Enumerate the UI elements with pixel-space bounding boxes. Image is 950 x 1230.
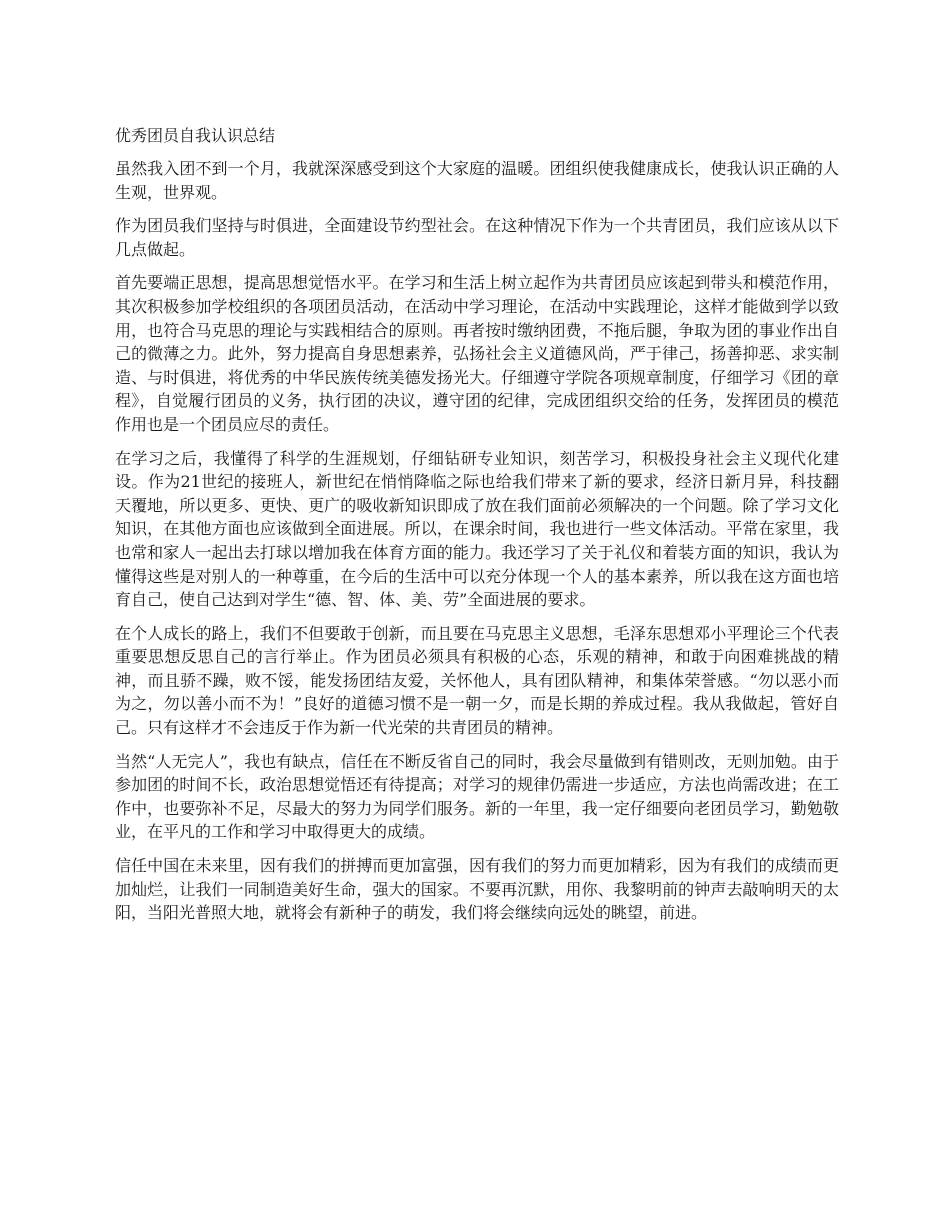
paragraph-6: 当然“人无完人”，我也有缺点，信任在不断反省自己的同时，我会尽量做到有错则改，无则加勉。由于参加团的时间不长，政治思想觉悟还有待提高；对学习的规律仍需进一步适应，方法也尚需改进；在工作中，也要弥补不足，尽最大的努力为同学们服务。新的一年里，我一定仔细要向老团员学习，勤勉敬业，在平凡的工作和学习中取得更大的成绩。 xyxy=(115,751,839,842)
paragraph-4: 在学习之后，我懂得了科学的生涯规划，仔细钻研专业知识，刻苦学习，积极投身社会主义现代化建设。作为21世纪的接班人，新世纪在悄悄降临之际也给我们带来了新的要求，经济日新月异，科技翻天覆地，所以更多、更快、更广的吸收新知识即成了放在我们面前必须解决的一个问题。除了学习文化知识，在其他方面也应该做到全面进展。所以，在课余时间，我也进行一些文体活动。平常在家里，我也常和家人一起出去打球以增加我在体育方面的能力。我还学习了关于礼仪和着装方面的知识，我认为懂得这些是对别人的一种尊重，在今后的生活中可以充分体现一个人的基本素养，所以我在这方面也培育自己，使自己达到对学生“德、智、体、美、劳”全面进展的要求。 xyxy=(115,448,839,610)
paragraph-5: 在个人成长的路上，我们不但要敢于创新，而且要在马克思主义思想，毛泽东思想邓小平理论三个代表重要思想反思自己的言行举止。作为团员必须具有积极的心态，乐观的精神，和敢于向困难挑战的精神，而且骄不躁，败不馁，能发扬团结友爱，关怀他人，具有团队精神，和集体荣誉感。“勿以恶小而为之，勿以善小而不为！”良好的道德习惯不是一朝一夕，而是长期的养成过程。我从我做起，管好自己。只有这样才不会违反于作为新一代光荣的共青团员的精神。 xyxy=(115,623,839,738)
paragraph-7: 信任中国在未来里，因有我们的拼搏而更加富强，因有我们的努力而更加精彩，因为有我们的成绩而更加灿烂，让我们一同制造美好生命，强大的国家。不要再沉默，用你、我黎明前的钟声去敲响明天的太阳，当阳光普照大地，就将会有新种子的萌发，我们将会继续向远处的眺望，前进。 xyxy=(115,856,839,923)
paragraph-2: 作为团员我们坚持与时俱进，全面建设节约型社会。在这种情况下作为一个共青团员，我们应该从以下几点做起。 xyxy=(115,216,839,259)
document-title: 优秀团员自我认识总结 xyxy=(115,126,276,145)
paragraph-3: 首先要端正思想，提高思想觉悟水平。在学习和生活上树立起作为共青团员应该起到带头和模范作用，其次积极参加学校组织的各项团员活动，在活动中学习理论，在活动中实践理论，这样才能做到学以致用，也符合马克思的理论与实践相结合的原则。再者按时缴纳团费，不拖后腿，争取为团的事业作出自己的微薄之力。此外，努力提高自身思想素养，弘扬社会主义道德风尚，严于律己，扬善抑恶、求实制造、与时俱进，将优秀的中华民族传统美德发扬光大。仔细遵守学院各项规章制度，仔细学习《团的章程》，自觉履行团员的义务，执行团的决议，遵守团的纪律，完成团组织交给的任务，发挥团员的模范作用也是一个团员应尽的责任。 xyxy=(115,273,839,434)
document-page xyxy=(115,124,839,935)
paragraph-1: 虽然我入团不到一个月，我就深深感受到这个大家庭的温暖。团组织使我健康成长，使我认识正确的人生观，世界观。 xyxy=(115,159,839,202)
